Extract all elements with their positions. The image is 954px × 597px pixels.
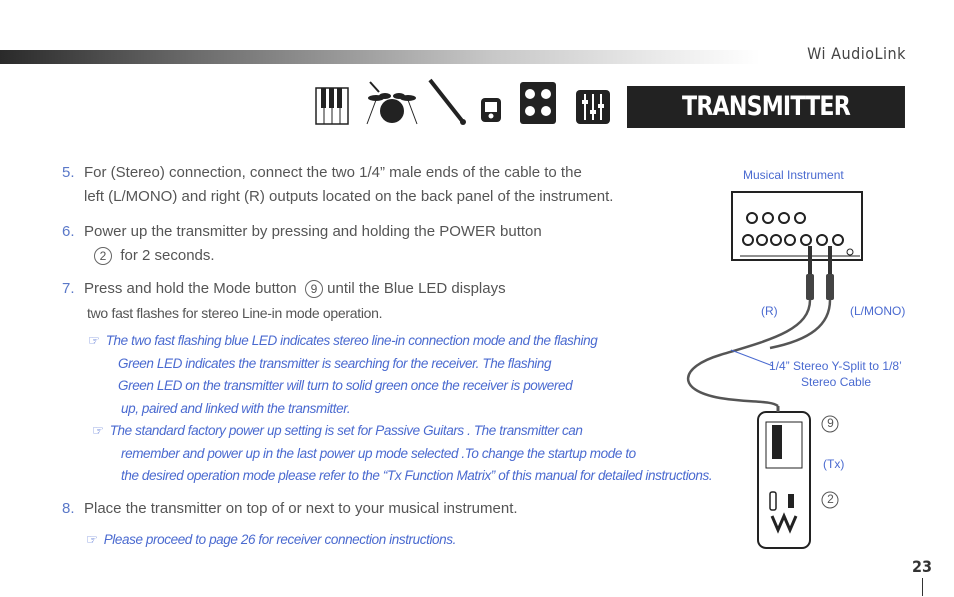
step-text: Place the transmitter on top of or next to your musical instrument.	[84, 500, 518, 517]
step-number: 8.	[62, 500, 75, 517]
step-5	[62, 161, 613, 209]
instrument-label: Musical Instrument	[743, 168, 844, 182]
note-line: Please proceed to page 26 for receiver connection instructions.	[103, 532, 456, 547]
page-number-rule	[922, 578, 923, 596]
instrument-back-panel	[732, 192, 862, 260]
step-8	[62, 497, 518, 521]
pointing-hand-icon: ☞	[86, 532, 98, 547]
step-6	[62, 220, 542, 268]
step-text: two fast flashes for stereo Line-in mode operation.	[87, 305, 383, 321]
step-number: 5.	[62, 164, 75, 181]
note-line: the desired operation mode please refer to the “Tx Function Matrix” of this manual for detailed instructions.	[121, 468, 713, 483]
cable-label: 1/4” Stereo Y-Split to 1/8’	[769, 359, 902, 373]
step-text: left (L/MONO) and right (R) outputs located on the back panel of the instrument.	[84, 188, 614, 205]
note-line: remember and power up in the last power up mode selected .To change the startup mode to	[121, 445, 636, 461]
r-output-label: (R)	[761, 304, 778, 318]
note-line: The standard factory power up setting is set for Passive Guitars . The transmitter can	[109, 423, 583, 438]
note-line: The two fast flashing blue LED indicates stereo line-in connection mode and the flashing	[105, 333, 598, 348]
step-text: Press and hold the Mode button	[84, 280, 297, 297]
header-gradient-bar	[0, 50, 760, 64]
y-split-cable	[688, 300, 830, 406]
note-led	[88, 330, 597, 420]
mode-button-ref: 9	[305, 280, 323, 298]
step-number: 6.	[62, 223, 75, 240]
note-receiver	[86, 529, 456, 552]
step-7	[62, 277, 506, 325]
lmono-output-label: (L/MONO)	[850, 304, 906, 318]
pedal-icon	[481, 98, 501, 122]
page-number: 23	[911, 557, 932, 576]
page-title: TRANSMITTER CONNECTION	[627, 86, 905, 128]
note-line: up, paired and linked with the transmitter.	[121, 400, 351, 416]
instrument-icon-strip	[315, 78, 615, 126]
step-number: 7.	[62, 280, 75, 297]
mixer-icon	[576, 90, 610, 124]
brand-label: Wi AudioLink	[807, 44, 906, 63]
clarinet-icon	[430, 80, 466, 125]
mode-button-callout: 9	[827, 416, 834, 430]
connection-diagram	[660, 160, 920, 560]
step-text: for 2 seconds.	[120, 247, 215, 264]
note-line: Green LED indicates the transmitter is searching for the receiver. The flashing	[118, 355, 552, 371]
piano-keys-icon	[316, 88, 348, 124]
drum-kit-icon	[367, 82, 417, 124]
note-line: Green LED on the transmitter will turn to solid green once the receiver is powered	[118, 378, 573, 393]
tx-label: (Tx)	[823, 457, 845, 471]
power-button-ref: 2	[94, 247, 112, 265]
pointing-hand-icon: ☞	[92, 423, 104, 438]
amplifier-icon	[520, 82, 556, 124]
step-text: Power up the transmitter by pressing and holding the POWER button	[84, 223, 542, 240]
step-text: For (Stereo) connection, connect the two 1/4” male ends of the cable to the	[84, 164, 582, 181]
transmitter-device	[758, 406, 810, 548]
power-button-callout: 2	[827, 492, 834, 506]
step-text: until the Blue LED displays	[327, 280, 506, 297]
pointing-hand-icon: ☞	[88, 333, 100, 348]
note-factory-setting	[92, 420, 712, 488]
cable-label: Stereo Cable	[801, 375, 872, 389]
